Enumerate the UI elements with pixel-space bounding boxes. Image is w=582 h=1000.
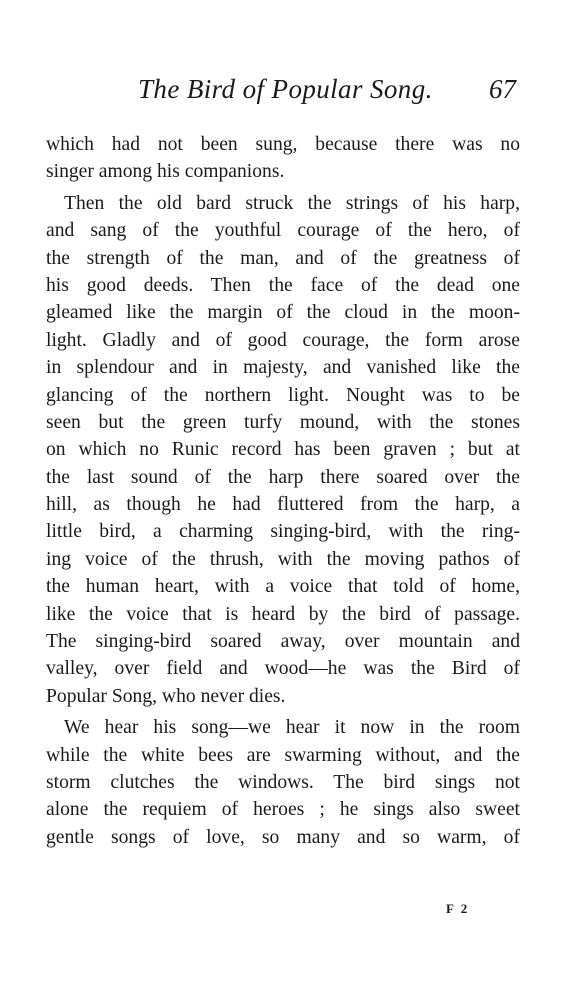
text-line: and sang of the youthful courage of the hero, of bbox=[46, 220, 520, 242]
paragraph bbox=[46, 714, 520, 851]
text-line: alone the requiem of heroes ; he sings also sweet bbox=[46, 799, 520, 821]
text-line: glancing of the northern light. Nought was to be bbox=[46, 384, 520, 406]
text-line: hill, as though he had fluttered from the harp, a bbox=[46, 494, 520, 516]
text-line: little bird, a charming singing-bird, with the ring- bbox=[46, 521, 520, 543]
text-line: We hear his song—we hear it now in the room bbox=[64, 717, 520, 739]
paragraph bbox=[46, 190, 520, 710]
running-head bbox=[46, 74, 520, 114]
text-line: ing voice of the thrush, with the moving pathos of bbox=[46, 548, 520, 570]
text-line: valley, over field and wood—he was the Bird of bbox=[46, 658, 520, 680]
text-line: Popular Song, who never dies. bbox=[46, 685, 286, 707]
signature-mark: F 2 bbox=[446, 901, 470, 916]
text-line: his good deeds. Then the face of the dead one bbox=[46, 274, 520, 296]
text-line: Then the old bard struck the strings of his harp, bbox=[64, 192, 520, 214]
text-line: while the white bees are swarming without, and the bbox=[46, 744, 520, 766]
text-line: singer among his companions. bbox=[46, 161, 285, 183]
text-line: which had not been sung, because there was no bbox=[46, 134, 520, 155]
running-title: The Bird of Popular Song. bbox=[138, 74, 433, 104]
text-line: on which no Runic record has been graven ; but at bbox=[46, 439, 520, 461]
text-line: in splendour and in majesty, and vanished like the bbox=[46, 357, 520, 379]
text-line: the last sound of the harp there soared over the bbox=[46, 466, 520, 488]
text-line: light. Gladly and of good courage, the form arose bbox=[46, 329, 520, 351]
text-line: seen but the green turfy mound, with the stones bbox=[46, 411, 520, 433]
body-text bbox=[46, 131, 520, 851]
text-line: The singing-bird soared away, over mountain and bbox=[46, 631, 520, 653]
text-line: gentle songs of love, so many and so warm, of bbox=[46, 826, 520, 848]
paragraph bbox=[46, 131, 520, 186]
text-line: the strength of the man, and of the greatness of bbox=[46, 247, 520, 269]
page-number: 67 bbox=[489, 74, 516, 104]
text-line: the human heart, with a voice that told of home, bbox=[46, 576, 520, 598]
text-line: gleamed like the margin of the cloud in the moon- bbox=[46, 302, 520, 324]
text-line: like the voice that is heard by the bird of passage. bbox=[46, 603, 520, 625]
text-line: storm clutches the windows. The bird sings not bbox=[46, 771, 520, 793]
